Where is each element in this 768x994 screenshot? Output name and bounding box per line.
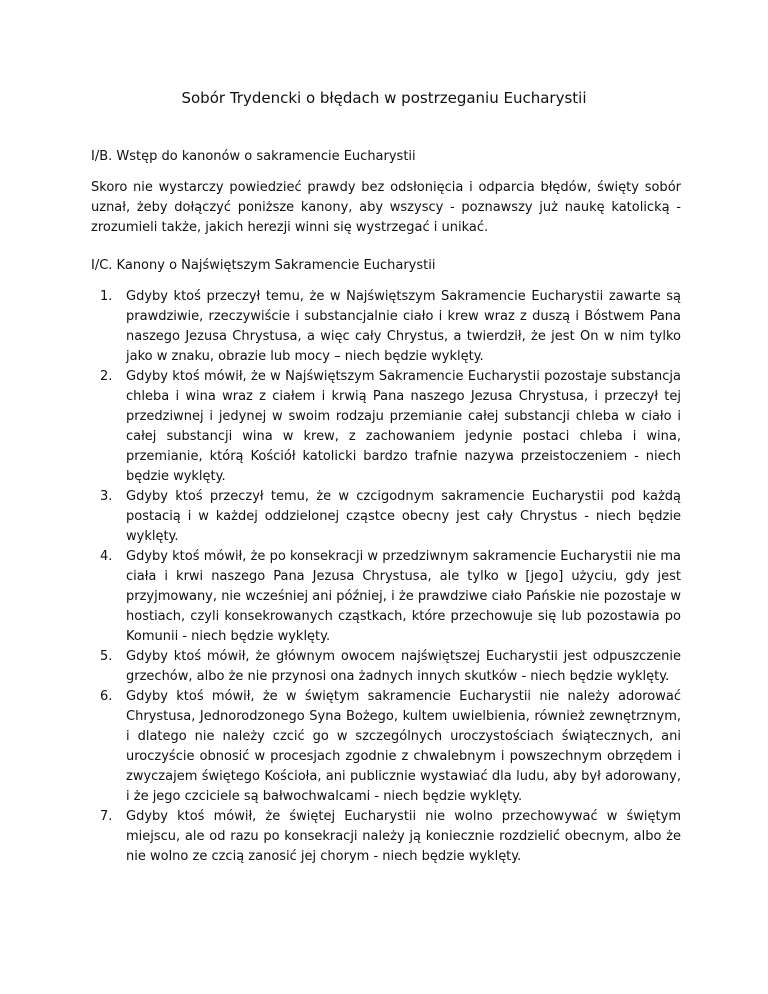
list-item — [91, 487, 681, 547]
canon-number: 3. — [100, 489, 113, 504]
canons-list — [91, 287, 681, 867]
list-item — [91, 287, 681, 367]
canon-text: Gdyby ktoś mówił, że w Najświętszym Sakramencie Eucharystii pozostaje substancja chleba i wina wraz z ciałem i krwią Pana naszego Jezusa Chrystusa, i przeczył tej przedziwnej i jedynej w swoim rodzaju przemianie całej substancji chleba w ciało i całej substancji wina w krew, z zachowaniem jedynie postaci chleba i wina, przemianie, którą Kościół katolicki bardzo trafnie nazywa przeistoczeniem - niech będzie wyklęty. — [126, 369, 681, 484]
canon-text: Gdyby ktoś mówił, że w świętym sakramencie Eucharystii nie należy adorować Chrystusa, Jednorodzonego Syna Bożego, kultem uwielbienia, również zewnętrznym, i dlatego nie należy czcić go w szczególnych uroczystościach świątecznych, ani uroczyście obnosić w procesjach zgodnie z chwalebnym i powszechnym obrzędem i zwyczajem świętego Kościoła, ani publicznie wystawiać dla ludu, aby był adorowany, i że jego czciciele są bałwochwalcami - niech będzie wyklęty. — [126, 689, 681, 804]
canon-number: 6. — [100, 689, 113, 704]
section-heading-intro: I/B. Wstęp do kanonów o sakramencie Eucharystii — [91, 149, 416, 164]
canon-text: Gdyby ktoś mówił, że świętej Eucharystii nie wolno przechowywać w świętym miejscu, ale od razu po konsekracji należy ją koniecznie rozdzielić obecnym, albo że nie wolno ze czcią zanosić jej chorym - niech będzie wyklęty. — [126, 809, 681, 864]
canon-text: Gdyby ktoś mówił, że po konsekracji w przedziwnym sakramencie Eucharystii nie ma ciała i krwi naszego Pana Jezusa Chrystusa, ale tylko w [jego] użyciu, gdy jest przyjmowany, nie wcześniej ani później, i że prawdziwe ciało Pańskie nie pozostaje w hostiach, czyli konsekrowanych cząstkach, które przechowuje się lub pozostawia po Komunii - niech będzie wyklęty. — [126, 549, 681, 644]
section-heading-canons: I/C. Kanony o Najświętszym Sakramencie Eucharystii — [91, 258, 436, 273]
list-item — [91, 687, 681, 807]
canon-number: 2. — [100, 369, 113, 384]
list-item — [91, 367, 681, 487]
canon-number: 5. — [100, 649, 113, 664]
canon-text: Gdyby ktoś mówił, że głównym owocem najświętszej Eucharystii jest odpuszczenie grzechów, albo że nie przynosi ona żadnych innych skutków - niech będzie wyklęty. — [126, 649, 681, 684]
intro-paragraph: Skoro nie wystarczy powiedzieć prawdy bez odsłonięcia i odparcia błędów, święty sobór uznał, żeby dołączyć poniższe kanony, aby wszyscy - poznawszy już naukę katolicką - zrozumieli także, jakich herezji winni się wystrzegać i unikać. — [91, 180, 681, 235]
list-item — [91, 547, 681, 647]
canon-number: 7. — [100, 809, 113, 824]
canon-text: Gdyby ktoś przeczył temu, że w Najświętszym Sakramencie Eucharystii zawarte są prawdziwie, rzeczywiście i substancjalnie ciało i krew wraz z duszą i Bóstwem Pana naszego Jezusa Chrystusa, a więc cały Chrystus, a twierdził, że jest On w nim tylko jako w znaku, obrazie lub mocy – niech będzie wyklęty. — [126, 289, 681, 364]
canon-number: 4. — [100, 549, 113, 564]
canon-number: 1. — [100, 289, 113, 304]
canon-text: Gdyby ktoś przeczył temu, że w czcigodnym sakramencie Eucharystii pod każdą postacią i w każdej oddzielonej cząstce obecny jest cały Chrystus - niech będzie wyklęty. — [126, 489, 681, 544]
list-item — [91, 647, 681, 687]
page-title: Sobór Trydencki o błędach w postrzeganiu Eucharystii — [181, 89, 587, 107]
list-item — [91, 807, 681, 867]
